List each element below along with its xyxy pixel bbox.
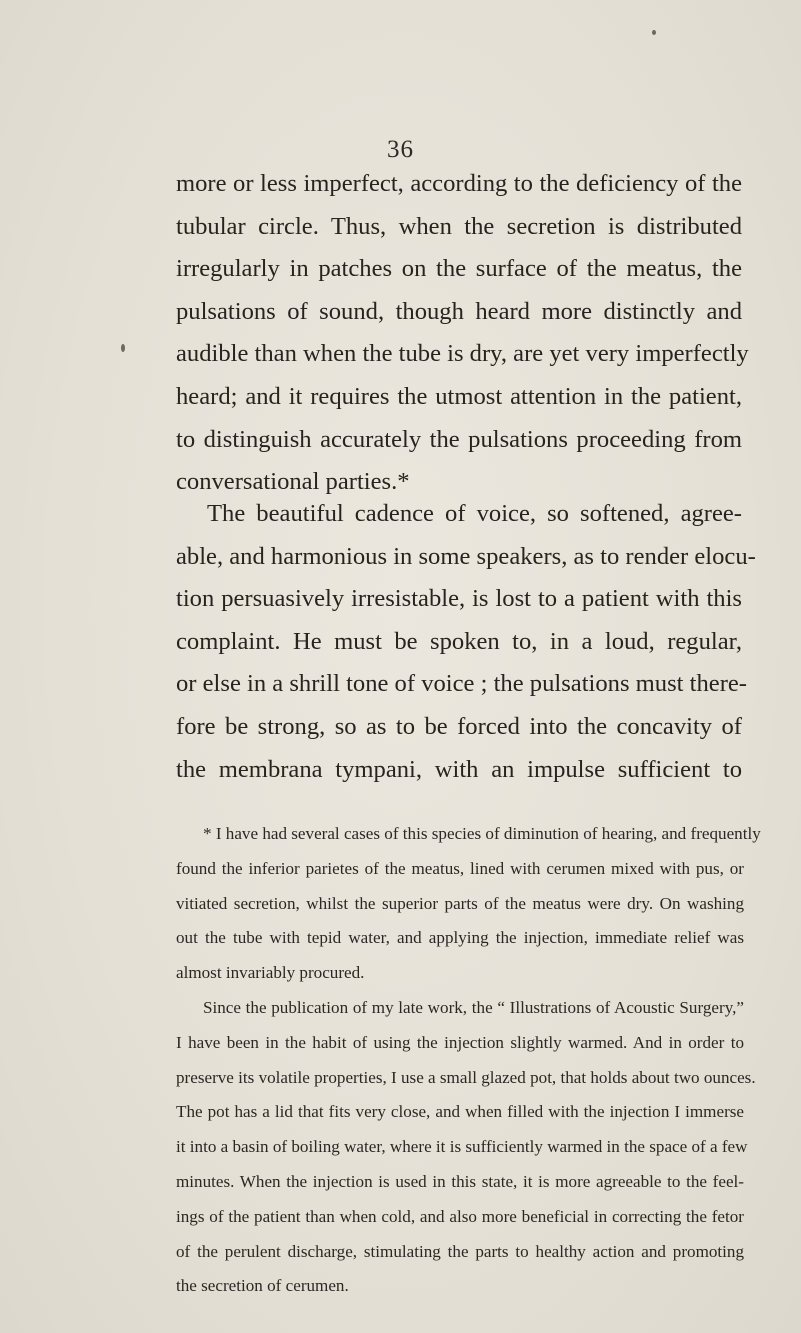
text-line: pulsations of sound, though heard more distinctly and <box>176 297 742 325</box>
text-line: or else in a shrill tone of voice ; the pulsations must there- <box>176 670 747 698</box>
text-line: irregularly in patches on the surface of the meatus, the <box>176 255 742 283</box>
footnote-line: almost invariably procured. <box>176 963 365 983</box>
text-line: audible than when the tube is dry, are yet very imperfectly <box>176 340 749 368</box>
ink-speck <box>121 344 125 352</box>
footnote-line: the secretion of cerumen. <box>176 1276 349 1296</box>
footnote-line: found the inferior parietes of the meatus, lined with cerumen mixed with pus, or <box>176 858 744 878</box>
footnote-line: I have been in the habit of using the injection slightly warmed. And in order to <box>176 1032 744 1052</box>
footnote-line: vitiated secretion, whilst the superior parts of the meatus were dry. On washing <box>176 893 744 913</box>
text-line: tion persuasively irresistable, is lost to a patient with this <box>176 585 742 613</box>
text-line: The beautiful cadence of voice, so softened, agree- <box>207 500 742 527</box>
body-paragraph-1 <box>176 163 749 504</box>
footnote-line: of the perulent discharge, stimulating the parts to healthy action and promoting <box>176 1241 744 1261</box>
footnote-line: minutes. When the injection is used in this state, it is more agreeable to the feel- <box>176 1171 744 1191</box>
text-line: more or less imperfect, according to the deficiency of the <box>176 170 742 197</box>
text-line: heard; and it requires the utmost attention in the patient, <box>176 382 742 410</box>
page-number: 36 <box>387 136 414 163</box>
text-line: to distinguish accurately the pulsations proceeding from <box>176 425 742 453</box>
footnote-line: preserve its volatile properties, I use a small glazed pot, that holds about two ounces. <box>176 1067 756 1087</box>
footnote-line: ings of the patient than when cold, and also more beneficial in correcting the fetor <box>176 1206 744 1226</box>
footnote-line: The pot has a lid that fits very close, and when filled with the injection I immerse <box>176 1102 744 1122</box>
footnote-1 <box>176 817 761 991</box>
footnote-line: * I have had several cases of this species of diminution of hearing, and frequently <box>203 824 761 843</box>
footnote-line: it into a basin of boiling water, where it is sufficiently warmed in the space of a few <box>176 1137 748 1157</box>
text-line: fore be strong, so as to be forced into the concavity of <box>176 712 742 740</box>
footnote-line: Since the publication of my late work, the “ Illustrations of Acoustic Surgery,” <box>203 998 744 1017</box>
text-line: the membrana tympani, with an impulse sufficient to <box>176 755 742 783</box>
text-line: conversational parties.* <box>176 468 410 496</box>
text-line: tubular circle. Thus, when the secretion is distributed <box>176 212 742 240</box>
footnote-2 <box>176 991 756 1304</box>
text-line: complaint. He must be spoken to, in a loud, regular, <box>176 627 742 655</box>
footnote-line: out the tube with tepid water, and applying the injection, immediate relief was <box>176 928 744 948</box>
ink-speck <box>652 30 656 35</box>
text-line: able, and harmonious in some speakers, as to render elocu- <box>176 542 756 570</box>
body-paragraph-2 <box>176 493 756 791</box>
